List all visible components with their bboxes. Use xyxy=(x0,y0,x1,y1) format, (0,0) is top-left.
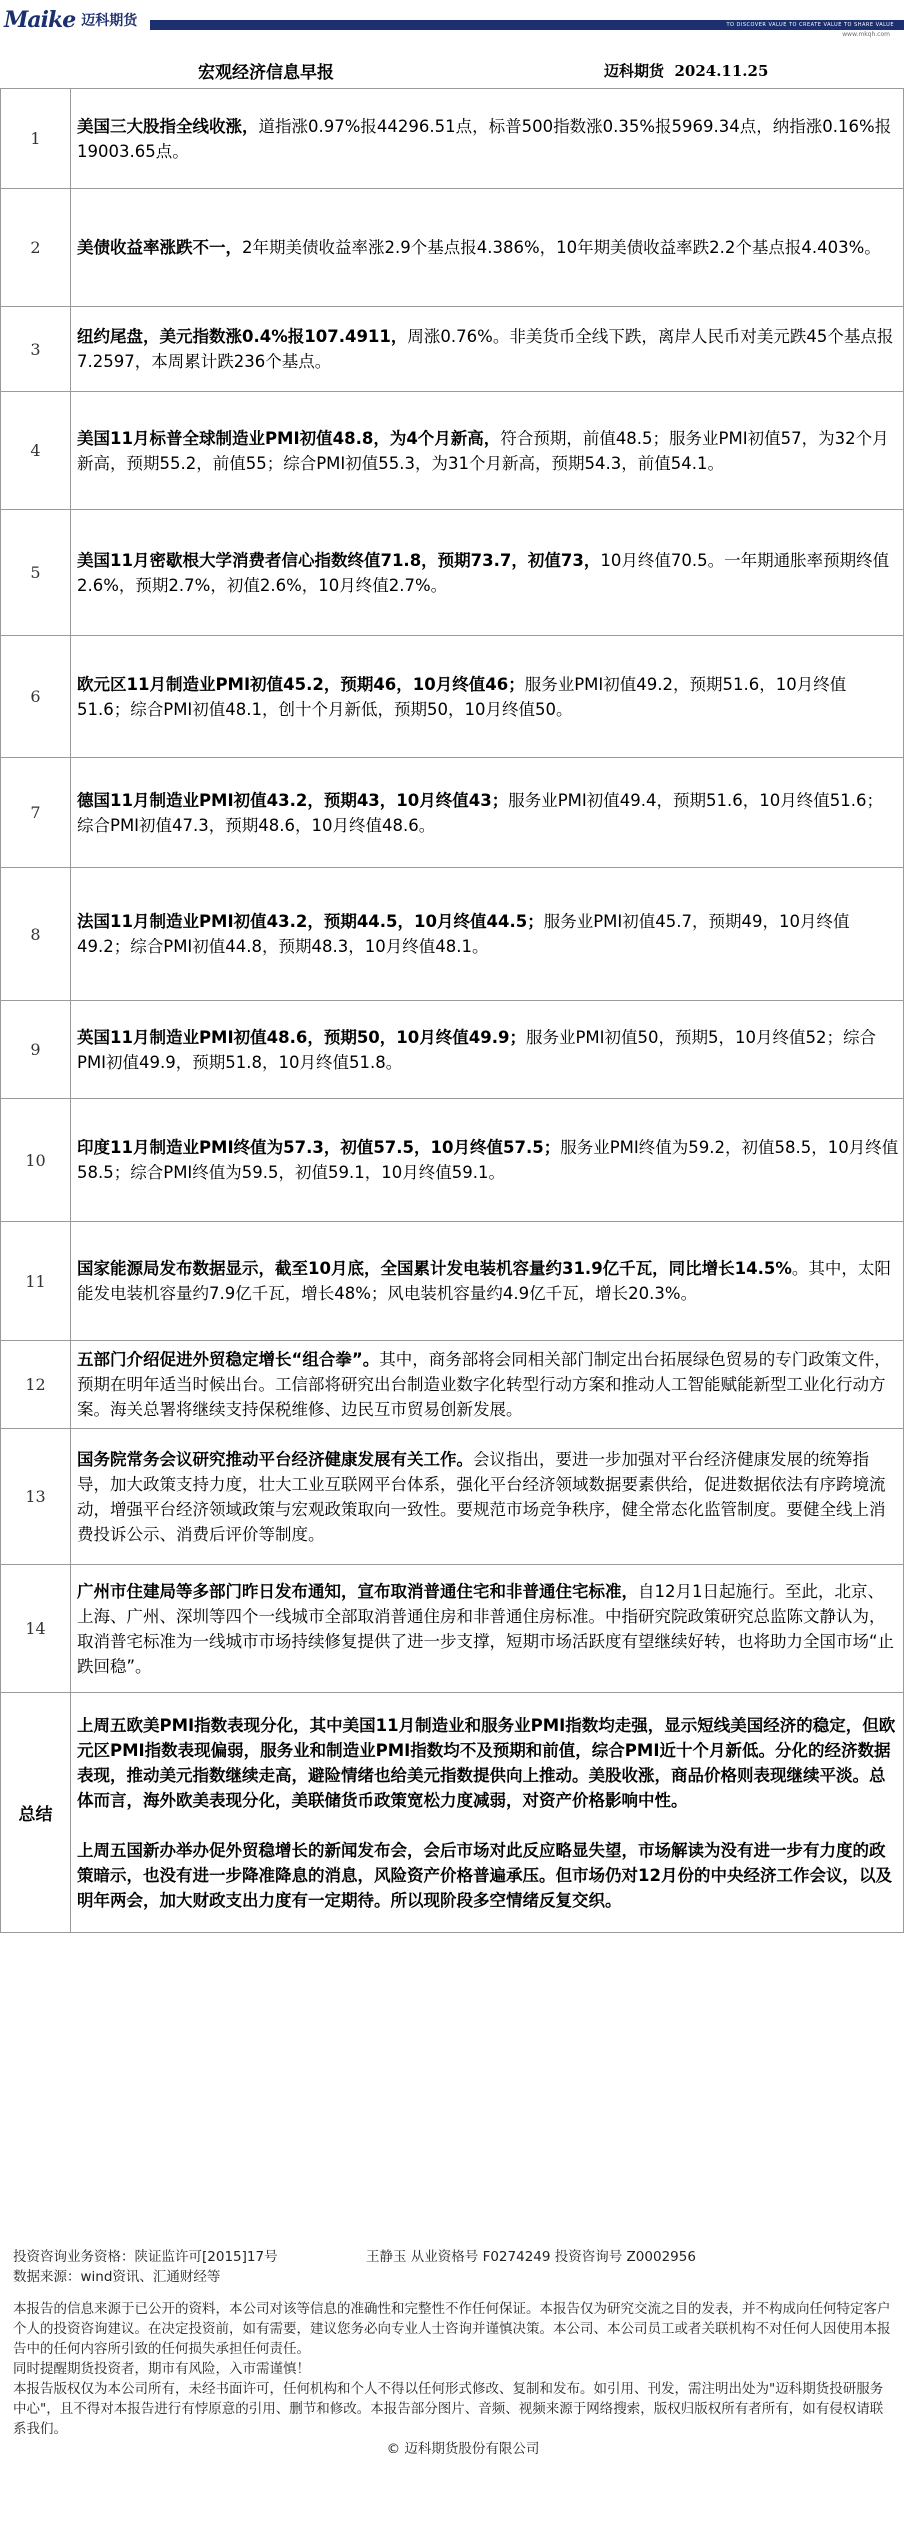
analyst-text: 王静玉 从业资格号 F0274249 投资咨询号 Z0002956 xyxy=(366,2249,696,2265)
news-row xyxy=(1,868,904,1001)
news-row xyxy=(1,189,904,307)
summary-label: 总结 xyxy=(1,1693,71,1933)
row-number: 13 xyxy=(1,1429,71,1565)
news-headline: 美国11月标普全球制造业PMI初值48.8，为4个月新高， xyxy=(77,428,501,448)
logo-cn: 迈科期货 xyxy=(81,13,138,29)
news-text xyxy=(71,1429,904,1565)
news-headline: 美国三大股指全线收涨， xyxy=(77,116,259,136)
row-number: 9 xyxy=(1,1001,71,1099)
news-detail: 10月终值70.5。一年期通胀率预期终值2.6%，预期2.7%，初值2.6%，10月终值2.7%。 xyxy=(77,550,890,595)
news-headline: 欧元区11月制造业PMI初值45.2，预期46，10月终值46； xyxy=(77,674,525,694)
row-number: 14 xyxy=(1,1565,71,1693)
news-detail: 服务业PMI终值为59.2，初值58.5，10月终值58.5；综合PMI终值为59.5，初值59.1，10月终值59.1。 xyxy=(77,1138,899,1182)
news-text xyxy=(71,89,904,189)
summary-paragraph-1: 上周五欧美PMI指数表现分化，其中美国11月制造业和服务业PMI指数均走强，显示短线美国经济的稳定，但欧元区PMI指数表现偏弱，服务业和制造业PMI指数均不及预期和前值，综合PMI近十个月新低。分化的经济数据表现，推动美元指数继续走高，避险情绪也给美元指数提供向上推动。美股收涨，商品价格则表现继续平淡。总体而言，海外欧美表现分化，美联储货币政策宽松力度减弱，对资产价格影响中性。 xyxy=(77,1715,896,1810)
news-text xyxy=(71,758,904,868)
news-row xyxy=(1,1099,904,1222)
news-headline: 美国11月密歇根大学消费者信心指数终值71.8，预期73.7，初值73， xyxy=(77,550,601,570)
news-headline: 德国11月制造业PMI初值43.2，预期43，10月终值43； xyxy=(77,790,509,810)
news-detail: 其中，商务部将会同相关部门制定出台拓展绿色贸易的专门政策文件，预期在明年适当时候出台。工信部将研究出台制造业数字化转型行动方案和推动人工智能赋能新型工业化行动方案。海关总署将继续支持保税维修、边民互市贸易创新发展。 xyxy=(77,1350,891,1419)
summary-paragraph-2: 上周五国新办举办促外贸稳增长的新闻发布会，会后市场对此反应略显失望，市场解读为没有进一步有力度的政策暗示，也没有进一步降准降息的消息，风险资产价格普遍承压。但市场仍对12月份的中央经济工作会议，以及明年两会，加大财政支出力度有一定期待。所以现阶段多空情绪反复交织。 xyxy=(77,1840,892,1910)
news-row xyxy=(1,1001,904,1099)
news-headline: 印度11月制造业PMI终值为57.3，初值57.5，10月终值57.5； xyxy=(77,1138,561,1157)
news-row xyxy=(1,758,904,868)
summary-row xyxy=(1,1693,904,1933)
news-text xyxy=(71,307,904,392)
row-number: 7 xyxy=(1,758,71,868)
news-text xyxy=(71,868,904,1001)
news-detail: 服务业PMI初值49.4，预期51.6，10月终值51.6；综合PMI初值47.3，预期48.6，10月终值48.6。 xyxy=(77,790,883,835)
news-row xyxy=(1,1429,904,1565)
news-row xyxy=(1,510,904,636)
news-detail: 服务业PMI初值49.2，预期51.6，10月终值51.6；综合PMI初值48.1，创十个月新低，预期50，10月终值50。 xyxy=(77,674,847,719)
logo-latin: Maike xyxy=(4,7,76,33)
news-row xyxy=(1,1565,904,1693)
news-row xyxy=(1,392,904,510)
news-row xyxy=(1,307,904,392)
news-detail: 符合预期，前值48.5；服务业PMI初值57，为32个月新高，预期55.2，前值55；综合PMI初值55.3，为31个月新高，预期54.3，前值54.1。 xyxy=(77,428,889,473)
row-number: 2 xyxy=(1,189,71,307)
company-logo xyxy=(4,6,137,34)
row-number: 5 xyxy=(1,510,71,636)
license-text: 投资咨询业务资格：陕证监许可[2015]17号 xyxy=(13,2249,278,2265)
news-headline: 国务院常务会议研究推动平台经济健康发展有关工作。 xyxy=(77,1449,473,1469)
row-number: 10 xyxy=(1,1099,71,1222)
row-number: 8 xyxy=(1,868,71,1001)
news-row xyxy=(1,1341,904,1429)
news-headline: 国家能源局发布数据显示，截至10月底，全国累计发电装机容量约31.9亿千瓦，同比增长14.5% xyxy=(77,1259,792,1278)
page-title: 宏观经济信息早报 xyxy=(198,63,334,83)
copyright-notice: 本报告版权仅为本公司所有，未经书面许可，任何机构和个人不得以任何形式修改、复制和发布。如引用、刊发，需注明出处为"迈科期货投研服务中心"，且不得对本报告进行有悖原意的引用、删节和修改。本报告部分图片、音频、视频来源于网络搜索，版权归版权所有者所有，如有侵权请联系我们。 xyxy=(13,2381,884,2437)
news-text xyxy=(71,1222,904,1341)
news-detail: 道指涨0.97%报44296.51点，标普500指数涨0.35%报5969.34点，纳指涨0.16%报19003.65点。 xyxy=(77,116,892,161)
row-number: 3 xyxy=(1,307,71,392)
row-number: 12 xyxy=(1,1341,71,1429)
news-detail: 服务业PMI初值45.7，预期49，10月终值49.2；综合PMI初值44.8，预期48.3，10月终值48.1。 xyxy=(77,912,850,956)
news-headline: 法国11月制造业PMI初值43.2，预期44.5，10月终值44.5； xyxy=(77,912,544,931)
news-text xyxy=(71,1341,904,1429)
banner-slogan: TO DISCOVER VALUE TO CREATE VALUE TO SHARE VALUE xyxy=(726,22,894,28)
copyright: © 迈科期货股份有限公司 xyxy=(386,2441,540,2457)
news-detail: 自12月1日起施行。至此，北京、上海、广州、深圳等四个一线城市全部取消普通住房和非普通住房标准。中指研究院政策研究总监陈文静认为，取消普宅标准为一线城市市场持续修复提供了进一步支撑，短期市场活跃度有望继续好转，也将助力全国市场“止跌回稳”。 xyxy=(77,1581,895,1676)
risk-reminder: 同时提醒期货投资者，期市有风险，入市需谨慎！ xyxy=(13,2361,310,2377)
news-detail: 2年期美债收益率涨2.9个基点报4.386%，10年期美债收益率跌2.2个基点报4.403%。 xyxy=(242,238,881,257)
row-number: 1 xyxy=(1,89,71,189)
news-row xyxy=(1,89,904,189)
row-number: 4 xyxy=(1,392,71,510)
news-row xyxy=(1,636,904,758)
news-detail: 服务业PMI初值50，预期5，10月终值52；综合PMI初值49.9，预期51.8，10月终值51.8。 xyxy=(77,1027,877,1072)
news-headline: 英国11月制造业PMI初值48.6，预期50，10月终值49.9； xyxy=(77,1027,526,1047)
row-number: 6 xyxy=(1,636,71,758)
data-source: 数据来源：wind资讯、汇通财经等 xyxy=(13,2269,221,2285)
news-text xyxy=(71,510,904,636)
news-headline: 纽约尾盘，美元指数涨0.4%报107.4911， xyxy=(77,327,408,346)
top-banner xyxy=(0,0,904,40)
news-text xyxy=(71,392,904,510)
news-text xyxy=(71,1001,904,1099)
news-table xyxy=(0,88,904,1933)
news-headline: 美债收益率涨跌不一， xyxy=(77,238,242,257)
news-text xyxy=(71,189,904,307)
news-row xyxy=(1,1222,904,1341)
summary-text xyxy=(71,1693,904,1933)
banner-website: www.mkqh.com xyxy=(842,31,890,38)
news-detail: 。其中，太阳能发电装机容量约7.9亿千瓦，增长48%；风电装机容量约4.9亿千瓦，增长20.3%。 xyxy=(77,1259,891,1303)
news-headline: 广州市住建局等多部门昨日发布通知，宣布取消普通住宅和非普通住宅标准， xyxy=(77,1581,638,1601)
news-text xyxy=(71,1099,904,1222)
news-text xyxy=(71,636,904,758)
news-headline: 五部门介绍促进外贸稳定增长“组合拳”。 xyxy=(77,1350,380,1369)
footer xyxy=(13,2247,893,2459)
disclaimer: 本报告的信息来源于已公开的资料，本公司对该等信息的准确性和完整性不作任何保证。本报告仅为研究交流之目的发表，并不构成向任何特定客户个人的投资咨询建议。在决定投资前，如有需要，建议您务必向专业人士咨询并谨慎决策。本公司、本公司员工或者关联机构不对任何人因使用本报告中的任何内容所引致的任何损失承担任何责任。 xyxy=(13,2301,891,2357)
news-text xyxy=(71,1565,904,1693)
news-detail: 会议指出，要进一步加强对平台经济健康发展的统筹指导，加大政策支持力度，壮大工业互联网平台体系，强化平台经济领域数据要素供给，促进数据依法有序跨境流动，增强平台经济领域政策与宏观政策取向一致性。要规范市场竞争秩序，健全常态化监管制度。要健全线上消费投诉公示、消费后评价等制度。 xyxy=(77,1449,886,1544)
row-number: 11 xyxy=(1,1222,71,1341)
news-detail: 周涨0.76%。非美货币全线下跌，离岸人民币对美元跌45个基点报7.2597，本周累计跌236个基点。 xyxy=(77,327,894,371)
company-date: 迈科期货 2024.11.25 xyxy=(604,62,769,80)
